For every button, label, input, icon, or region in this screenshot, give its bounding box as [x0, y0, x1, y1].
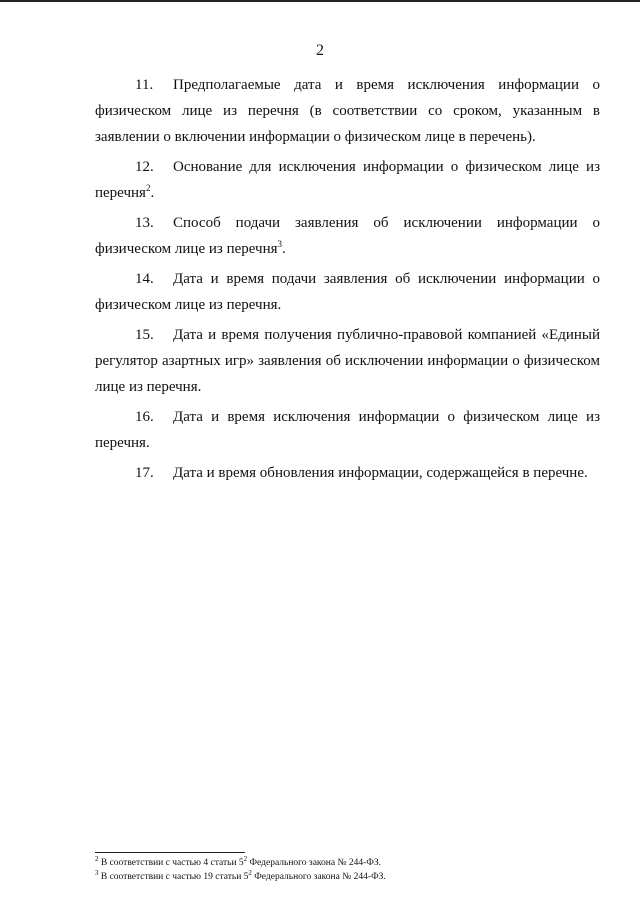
- list-item-12: [95, 154, 600, 206]
- item-text: Дата и время исключения информации о физическом лице из перечня.: [95, 409, 600, 451]
- list-item-13: [95, 210, 600, 262]
- footnote-ref: 2: [145, 183, 151, 193]
- footnotes: [95, 856, 600, 884]
- list-item-15: [95, 322, 600, 400]
- item-number: 11.: [135, 77, 154, 93]
- footnote-text-end: Федерального закона № 244-ФЗ.: [251, 872, 386, 882]
- footnote-3: [95, 870, 600, 884]
- document-body: [95, 72, 600, 490]
- list-item-11: [95, 72, 600, 150]
- item-number: 17.: [135, 465, 154, 481]
- footnote-article-sup: 2: [248, 868, 252, 877]
- footnote-separator: [95, 852, 245, 853]
- item-text: Дата и время обновления информации, содержащейся в перечне.: [173, 465, 588, 481]
- item-number: 12.: [135, 159, 154, 175]
- item-number: 15.: [135, 327, 154, 343]
- page-number: 2: [316, 42, 324, 59]
- footnote-text-end: Федерального закона № 244-ФЗ.: [247, 858, 381, 868]
- list-item-17: [95, 460, 600, 486]
- item-text: Дата и время получения публично-правовой компанией «Единый регулятор азартных игр» заявления об исключении информации о физическом лице из перечня.: [95, 327, 600, 395]
- item-text: Дата и время подачи заявления об исключении информации о физическом лице из перечня.: [95, 271, 600, 313]
- top-border-line: [0, 0, 640, 2]
- item-number: 16.: [135, 409, 154, 425]
- item-number: 13.: [135, 215, 154, 231]
- item-text-end: .: [150, 185, 155, 201]
- footnote-text: В соответствии с частью 19 статьи 5: [98, 872, 249, 882]
- footnote-article-sup: 2: [243, 854, 248, 863]
- list-item-14: [95, 266, 600, 318]
- footnote-mark: 3: [95, 868, 99, 877]
- list-item-16: [95, 404, 600, 456]
- footnote-ref: 3: [277, 239, 283, 249]
- item-text: Способ подачи заявления об исключении информации о физическом лице из перечня: [95, 215, 600, 257]
- footnote-mark: 2: [95, 854, 99, 863]
- item-text-end: .: [282, 241, 286, 257]
- item-text: Предполагаемые дата и время исключения информации о физическом лице из перечня (в соответствии со сроком, указанным в заявлении о включении информации о физическом лице в перечень).: [95, 77, 600, 145]
- item-number: 14.: [135, 271, 154, 287]
- item-text: Основание для исключения информации о физическом лице из перечня: [95, 159, 600, 201]
- footnote-2: [95, 856, 600, 870]
- footnote-text: В соответствии с частью 4 статьи 5: [98, 858, 244, 868]
